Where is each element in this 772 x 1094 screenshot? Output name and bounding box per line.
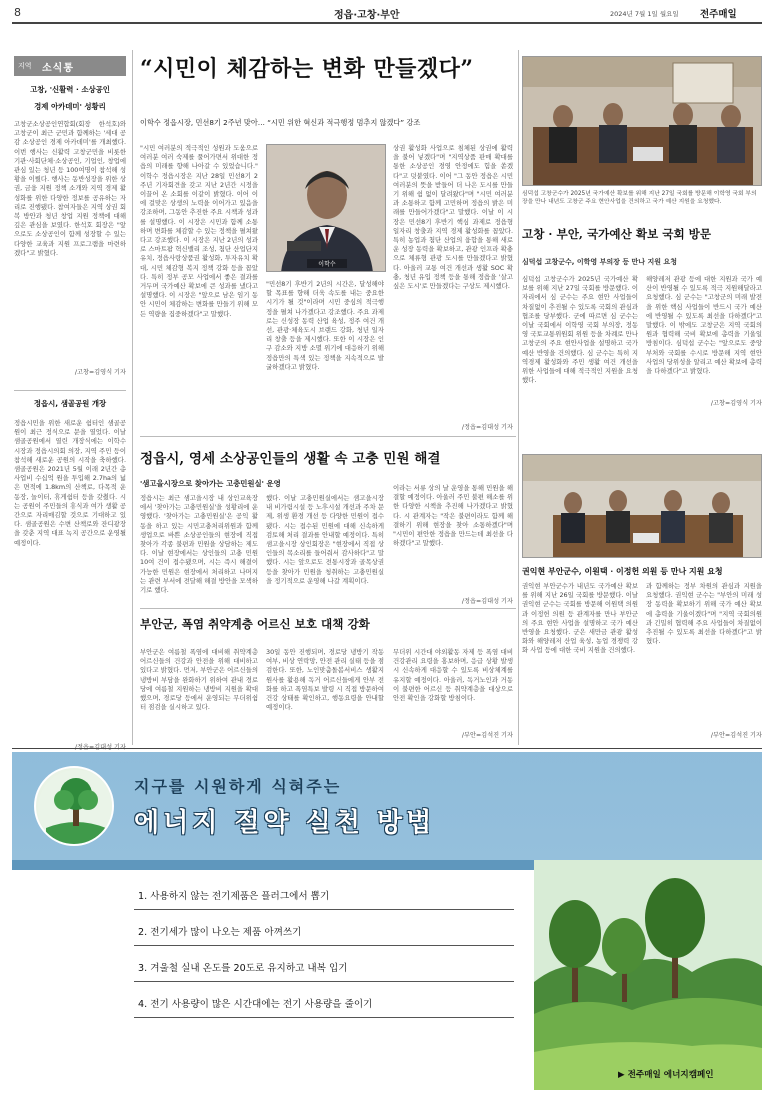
heat-col-1: 부안군은 여름철 폭염에 대비해 취약계층 어르신들의 건강과 안전을 위해 대비하고 있다고 밝혔다. 먼저, 부안군은 어르신들의 냉방비 부담을 완화하기 위하여 관내 경로당에 여름철 지원하는 냉방비 지원을 확대했으며, 경로당 등에서 운영되는 무더위쉼터 점검을 실시하고 있다. (140, 648, 258, 712)
buan-headline: 권익현 부안군수, 이원택 · 이정헌 의원 등 만나 지원 요청 (522, 566, 723, 576)
issue-date: 2024년 7월 1일 월요일 (610, 10, 679, 18)
heat-col-3: 무더위 시간대 야외활동 자제 등 폭염 대비 건강관리 요령을 홍보하며, 응급 상황 발생 시 신속하게 대응할 수 있도록 비상체계를 유지할 예정이다. 아울러, 독거노인과 거동이 불편한 어르신 등 취약계층을 대상으로 안전 확인을 강화할 방침이다. (393, 648, 513, 703)
sidebar-label-news: 소식통 (42, 63, 74, 74)
sidebar-article-1-title-1: 고창, '신활력 · 소상공인 (30, 85, 110, 94)
ad-item-2: 2. 전기세가 많이 나오는 제품 아껴쓰기 (134, 924, 514, 946)
buan-byline: /부안=김석진 기자 (710, 732, 762, 739)
sidebar-article-1-title-2: 경제 아카데미' 성황리 (34, 102, 106, 111)
portrait-silhouette-icon (267, 145, 386, 272)
meeting-photo-bottom-icon (523, 455, 762, 558)
meeting-photo-top (522, 56, 762, 186)
sidebar-label (14, 56, 126, 76)
lead-col-2: "민선8기 후반기 2년의 시간은, 달성해야 할 목표를 향해 더욱 속도를 내는 중요한 시기가 될 것"이라며 시민 중심의 적극행정을 펼쳐 나가겠다고 강조했다. 주요 과제로는 신성장 동력 산업 육성, 정주 여건 개선, 관광·체육도시 브랜드 강화, 청년 일자리 창출 등을 제시했다. 또한 이 시장은 인구 감소와 지방 소멸 위기에 대응하기 위해 정읍만의 특색 있는 정책을 지속적으로 발굴하겠다고 밝혔다. (266, 280, 384, 371)
gochang-col-1: 심덕섭 고창군수가 2025년 국가예산 확보를 위해 지난 27일 국회를 방문했다. 이 자리에서 심 군수는 주요 현안 사업들이 차질없이 추진될 수 있도록 국회의 관심과 협조를 당부했다. 군에 따르면 심 군수는 이날 국회에서 이학영 국회 부의장, 정동영 국토교통위원회 위원 등을 차례로 만나 고창군의 주요 현안사업을 설명하고 국가 예산 반영을 건의했다. 심 군수는 특히 지역경제 활성화와 주민 생활 여건 개선을 위한 사업들에 대해 적극적인 지원을 요청했다. (522, 275, 638, 385)
meeting-photo-top-icon (523, 57, 762, 186)
sidebar-article-1 (14, 84, 126, 376)
section-title: 정읍·고창·부안 (334, 10, 400, 21)
lead-col-3: 상권 활성화 사업으로 침체된 상권에 활력을 불어 넣겠다"며 "지역상품 판매 확대를 통한 소상공인 경영 안정에도 힘을 쏟겠다"고 덧붙였다. 이어 "그 동안 정읍은 시민 여러분의 뜻을 받들어 더 나은 도시를 만들기 위해 쉼 없이 달려왔다"며 "시민 여러분과 소통하고 함께 고민하며 정읍의 밝은 미래를 만들어가겠다"고 말했다. 이날 이 시장은 민선8기 후반기 핵심 과제로 정읍형 일자리 창출과 지역 경제 활성화를 꼽았다. 특히 농업과 첨단 산업의 융합을 통해 새로운 성장 동력을 확보하고, 관광 인프라 확충으로 체류형 관광 도시를 만들겠다고 밝혔다. 아울러 교통 여건 개선과 생활 SOC 확충, 청년 유입 정책 등을 통해 정읍을 '살고 싶은 도시'로 만들겠다는 구상도 제시했다. (393, 144, 513, 291)
page-number: 8 (14, 6, 21, 19)
earth-logo (34, 766, 114, 846)
paper-name: 전주매일 (700, 9, 737, 20)
ad-title: 에너지 절약 실천 방법 (134, 808, 436, 838)
sidebar-article-2-title: 정읍시, 샘골공원 개장 (33, 399, 107, 408)
sme-subhead: '샘고을시장으로 찾아가는 고충민원실' 운영 (140, 479, 281, 488)
sidebar-vertical-rule (132, 50, 133, 745)
sme-col-2: 했다. 이날 고충민원실에서는 샘고을시장 내 비가림시설 등 노후시설 개선과 주차 문제, 위생 환경 개선 등 다양한 민원이 접수됐다. 시는 접수된 민원에 대해 신속하게 검토해 처리 결과를 안내할 예정이다. 특히 샘고을시장 상인회장은 "현장에서 직접 상인들의 목소리를 들어줘서 감사하다"고 말했다. 시는 앞으로도 전통시장과 골목상권 등을 찾아가 민원을 청취하는 고충민원실을 정기적으로 운영해 나갈 계획이다. (266, 494, 384, 585)
lead-col-1: "시민 여러분의 적극적인 성원과 도움으로 여러분 여러 숙제를 풀어가면서 위대한 정읍의 미래를 향해 나아갈 수 있었습니다." 이학수 정읍시장은 지난 28일 민선8기 2주년 기자회견을 갖고 지난 2년간 시정을 이끌어 온 소회를 이같이 밝혔다. 이어 이에 걸맞은 상생의 노력을 이어가고 있음을 강조하며, 그동안 추진한 주요 시책과 성과를 설명했다. 이 시장은 시민과 함께 소통하며 변화를 체감할 수 있는 정책을 펼쳐왔다고 강조했다. 이 시장은 지난 2년의 성과로 스마트팜 혁신밸리 조성, 첨단 산업단지 유치, 정읍사랑상품권 활성화, 투자유치 확대, 시민 체감형 복지 정책 강화 등을 꼽았다. 특히 정부 공모 사업에서 좋은 결과를 거두며 국가예산 확보에 큰 성과를 냈다고 설명했다. 이 시장은 "앞으로 남은 임기 동안 시민이 체감하는 변화를 만들기 위해 모든 역량을 집중하겠다"고 말했다. (140, 144, 258, 318)
portrait-caption: 이학수 (307, 259, 347, 268)
ad-item-4: 4. 전기 사용량이 많은 시간대에는 전기 사용량을 줄이기 (134, 996, 514, 1018)
gochang-headline: 고창 · 부안, 국가예산 확보 국회 방문 (522, 227, 712, 241)
photo-top-caption: 심덕섭 고창군수가 2025년 국가예산 확보를 위해 지난 27일 국회를 방문해 이학영 국회 부의장을 만나 내년도 고창군 주요 현안사업을 건의하고 국가 예산 지원을 요청했다. (522, 191, 757, 206)
lead-byline: /정읍=김대성 기자 (461, 424, 513, 431)
ad-item-1: 1. 사용하지 않는 전기제품은 플러그에서 뽑기 (134, 888, 514, 910)
gochang-byline: /고창=김영식 기자 (710, 400, 762, 407)
energy-ad (12, 752, 762, 1090)
gochang-subhead: 심덕섭 고창군수, 이학영 부의장 등 만나 지원 요청 (522, 258, 677, 266)
ad-tagline: 지구를 시원하게 식혀주는 (134, 777, 342, 796)
right-vertical-rule (518, 50, 519, 745)
ad-footer: ▶ 전주매일 에너지캠페인 (618, 1070, 714, 1080)
sidebar-label-region: 지역 (18, 62, 32, 70)
sidebar-article-1-body: 고창군소상공인연합회(회장 한석호)와 고창군이 최근 군민과 함께하는 '세대 공감 소상공인 경제 아카데미'를 개최했다. 이번 행사는 신활력 고창군민을 비롯한 기관·사회단체·소상공인, 기업인, 창업에 관심 있는 청년 등 100여명이 참석해 성황을 이뤘다. 행사는 동반성장을 위한 상권, 금융 지원 정책 소개와 지역 경제 활성화를 위한 다양한 정보를 공유하는 자리로 진행됐다. 참여자들은 지역 상권 회복 방안과 청년 창업 지원 정책에 대해 깊은 관심을 보였다. 한석호 회장은 "앞으로도 소상공인이 함께 성장할 수 있는 다양한 교육과 지원 프로그램을 마련하겠다"고 밝혔다. (14, 120, 126, 257)
lead-headline: “시민이 체감하는 변화 만들겠다” (140, 56, 474, 82)
sme-col-1: 정읍시는 최근 샘고을시장 내 상인교육장에서 '찾아가는 고충민원실'을 성황리에 운영했다. '찾아가는 고충민원실'은 공익 활동을 하고 있는 시민고충처리위원과 함께 생업으로 바쁜 소상공인들의 현장에 직접 찾아가 각종 불편과 민원을 상담하는 제도다. 이날 현장에서는 상인들의 고충 민원 10여 건이 접수됐으며, 시는 즉시 해결이 가능한 민원은 현장에서 처리하고 나머지는 관련 부서에 전달해 해결 방안을 모색하기로 했다. (140, 494, 258, 595)
heat-byline: /부안=김석진 기자 (461, 732, 513, 739)
sme-byline: /정읍=김대성 기자 (461, 598, 513, 605)
gochang-col-2: 해양레저 관광 등에 대한 지원과 국가 예산이 반영될 수 있도록 적극 지원해달라고 요청했다. 심 군수는 "고창군의 미래 발전을 위한 핵심 사업들이 반드시 국가 예산에 반영될 수 있도록 최선을 다하겠다"고 말했다. 이 밖에도 고창군은 지역 국회의원과 협력해 국비 확보에 총력을 기울일 방침이다. 심덕섭 군수는 "앞으로도 중앙부처와 국회를 수시로 방문해 지역 현안 사업의 당위성을 알리고 예산 확보에 총력을 다하겠다"고 밝혔다. (646, 275, 762, 376)
masthead-rule (12, 22, 762, 24)
ad-item-3: 3. 겨울철 실내 온도를 20도로 유지하고 내복 입기 (134, 960, 514, 982)
sidebar-article-2 (14, 398, 126, 751)
buan-col-1: 권익현 부안군수가 내년도 국가예산 확보를 위해 지난 26일 국회를 방문했다. 이날 권익현 군수는 국회를 방문해 이원택 의원과 이정헌 의원 등 관계자를 만나 부안군의 주요 현안 사업을 설명하고 국가 예산 반영을 요청했다. 군은 새만금 관광 활성화와 해양레저 산업 육성, 농업 경쟁력 강화 사업 등에 대한 국비 지원을 건의했다. (522, 582, 638, 655)
ad-top-rule (12, 748, 762, 749)
sme-bottom-rule (140, 608, 516, 609)
sidebar-divider (14, 390, 126, 391)
sme-col-3: 이라는 서류 상의 날 운영을 통해 민원을 해결할 예정이다. 아울러 주민 불편 해소를 위한 다양한 시책을 추진해 나가겠다고 밝혔다. 시 관계자는 "작은 불편이라도 함께 해결하기 위해 현장을 찾아 소통하겠다"며 "시민이 편안한 정읍을 만드는데 최선을 다하겠다"고 말했다. (393, 484, 513, 548)
heat-headline: 부안군, 폭염 취약계층 어르신 보호 대책 강화 (140, 617, 370, 631)
sidebar-article-1-byline: /고창=김영식 기자 (74, 369, 126, 376)
sidebar-article-2-body: 정읍시민을 위한 새로운 쉼터인 샘골공원이 최근 정식으로 문을 열었다. 이날 샘골공원에서 열린 개장식에는 이학수 시장과 정읍시의회 의장, 지역 주민 등이 참석해 새로운 공원의 시작을 축하했다. 샘골공원은 2021년 5월 이래 2년간 총사업비 수십억 원을 투입해 2.7ha의 넓은 면적에 1.8km의 산책로, 다목적 운동장, 놀이터, 휴게쉼터 등을 갖췄다. 시는 공원이 주민들의 휴식과 여가 생활 공간으로 자리매김할 것으로 기대하고 있다. 샘골공원은 수변 산책로와 잔디광장을 갖춘 지역 대표 녹지 공간으로 운영될 예정이다. (14, 419, 126, 547)
buan-col-2: 과 함께하는 정부 차원의 관심과 지원을 요청했다. 권익현 군수는 "부안의 미래 성장 동력을 확보하기 위해 국가 예산 확보에 총력을 기울이겠다"며 "지역 국회의원과 긴밀히 협력해 주요 사업들이 차질없이 추진될 수 있도록 최선을 다하겠다"고 밝혔다. (646, 582, 762, 646)
lead-portrait-photo (266, 144, 386, 272)
lead-bottom-rule (140, 436, 516, 437)
sidebar-article-2-byline (14, 742, 126, 751)
meeting-photo-bottom (522, 454, 762, 558)
sme-headline: 정읍시, 영세 소상공인들의 생활 속 고충 민원 해결 (140, 451, 441, 467)
lead-subhead: 이학수 정읍시장, 민선8기 2주년 맞아… “시민 위한 혁신과 적극행정 멈추지 않겠다” 강조 (140, 118, 421, 127)
heat-col-2: 30일 동안 진행되며, 경로당 냉방기 작동 여부, 비상 연락망, 안전 관리 실태 등을 점검한다. 또한, 노인맞춤돌봄서비스 생활지원사를 활용해 독거 어르신들에게 안부 전화를 하고 폭염특보 발령 시 직접 방문하여 건강 상태를 확인하고, 행동요령을 안내할 예정이다. (266, 648, 384, 712)
